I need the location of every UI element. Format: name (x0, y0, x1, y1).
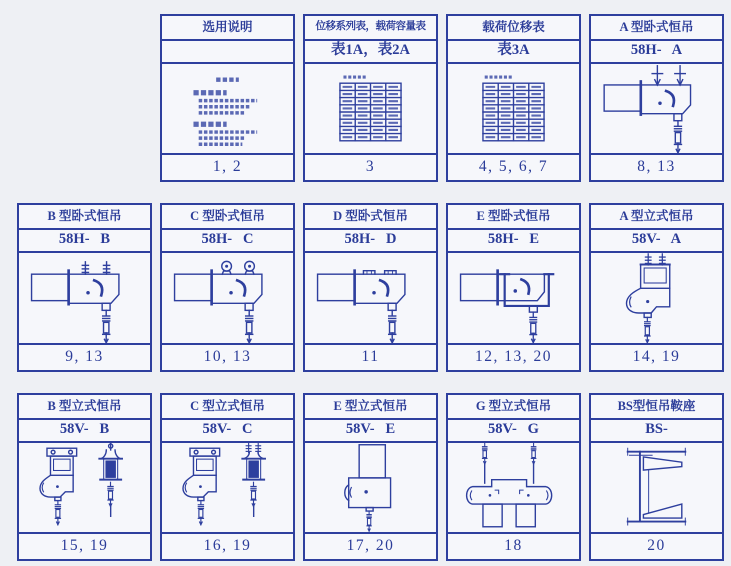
panel-a-horizontal-hanger (589, 14, 724, 182)
panel-title: E 型立式恒吊 (305, 395, 436, 420)
panel-subtitle: 58V- E (305, 420, 436, 443)
vertical-hanger-a-diagram (591, 253, 722, 343)
panel-pages: 17, 20 (305, 532, 436, 559)
panel-subtitle: 58H- D (305, 230, 436, 253)
panel-bs-saddle (589, 393, 724, 561)
panel-title: 位移系列表，载荷容量表 (305, 16, 436, 41)
panel-pages: 20 (591, 532, 722, 559)
vertical-hanger-c-diagram (162, 443, 293, 532)
panel-title: G 型立式恒吊 (448, 395, 579, 420)
panel-subtitle: 表1A，表2A (305, 41, 436, 64)
panel-subtitle: 58V- G (448, 420, 579, 443)
panel-displacement-series-table (303, 14, 438, 182)
panel-e-horizontal-hanger (446, 203, 581, 372)
panel-title: C 型立式恒吊 (162, 395, 293, 420)
panel-subtitle: 58V- C (162, 420, 293, 443)
panel-pages: 18 (448, 532, 579, 559)
panel-subtitle (162, 41, 293, 64)
horizontal-hanger-c-diagram (162, 253, 293, 343)
panel-b-vertical-hanger (17, 393, 152, 561)
panel-pages: 3 (305, 153, 436, 180)
panel-load-displacement-table (446, 14, 581, 182)
panel-title: 载荷位移表 (448, 16, 579, 41)
mini-table-diagram (305, 64, 436, 153)
vertical-hanger-e-diagram (305, 443, 436, 532)
panel-c-vertical-hanger (160, 393, 295, 561)
panel-title: BS型恒吊鞍座 (591, 395, 722, 420)
panel-subtitle: 58V- A (591, 230, 722, 253)
document-text-diagram (162, 64, 293, 153)
horizontal-hanger-d-diagram (305, 253, 436, 343)
panel-title: A 型卧式恒吊 (591, 16, 722, 41)
panel-subtitle: 58V- B (19, 420, 150, 443)
panel-e-vertical-hanger (303, 393, 438, 561)
panel-selection-notes (160, 14, 295, 182)
bs-saddle-diagram (591, 443, 722, 532)
panel-subtitle: 表3A (448, 41, 579, 64)
panel-subtitle: 58H- E (448, 230, 579, 253)
panel-pages: 1, 2 (162, 153, 293, 180)
horizontal-hanger-a-diagram (591, 64, 722, 153)
panel-subtitle: BS- (591, 420, 722, 443)
panel-pages: 16, 19 (162, 532, 293, 559)
panel-pages: 14, 19 (591, 343, 722, 370)
panel-subtitle: 58H- C (162, 230, 293, 253)
panel-pages: 9, 13 (19, 343, 150, 370)
panel-d-horizontal-hanger (303, 203, 438, 372)
horizontal-hanger-e-diagram (448, 253, 579, 343)
panel-pages: 4, 5, 6, 7 (448, 153, 579, 180)
panel-title: 选用说明 (162, 16, 293, 41)
panel-b-horizontal-hanger (17, 203, 152, 372)
panel-pages: 11 (305, 343, 436, 370)
panel-g-vertical-hanger (446, 393, 581, 561)
panel-title: B 型卧式恒吊 (19, 205, 150, 230)
panel-title: C 型卧式恒吊 (162, 205, 293, 230)
panel-pages: 15, 19 (19, 532, 150, 559)
panel-title: D 型卧式恒吊 (305, 205, 436, 230)
mini-table-diagram (448, 64, 579, 153)
panel-title: B 型立式恒吊 (19, 395, 150, 420)
vertical-hanger-g-diagram (448, 443, 579, 532)
panel-title: E 型卧式恒吊 (448, 205, 579, 230)
panel-title: A 型立式恒吊 (591, 205, 722, 230)
panel-pages: 12, 13, 20 (448, 343, 579, 370)
horizontal-hanger-b-diagram (19, 253, 150, 343)
panel-subtitle: 58H- B (19, 230, 150, 253)
panel-c-horizontal-hanger (160, 203, 295, 372)
panel-subtitle: 58H- A (591, 41, 722, 64)
vertical-hanger-b-diagram (19, 443, 150, 532)
panel-pages: 10, 13 (162, 343, 293, 370)
panel-pages: 8, 13 (591, 153, 722, 180)
panel-a-vertical-hanger (589, 203, 724, 372)
